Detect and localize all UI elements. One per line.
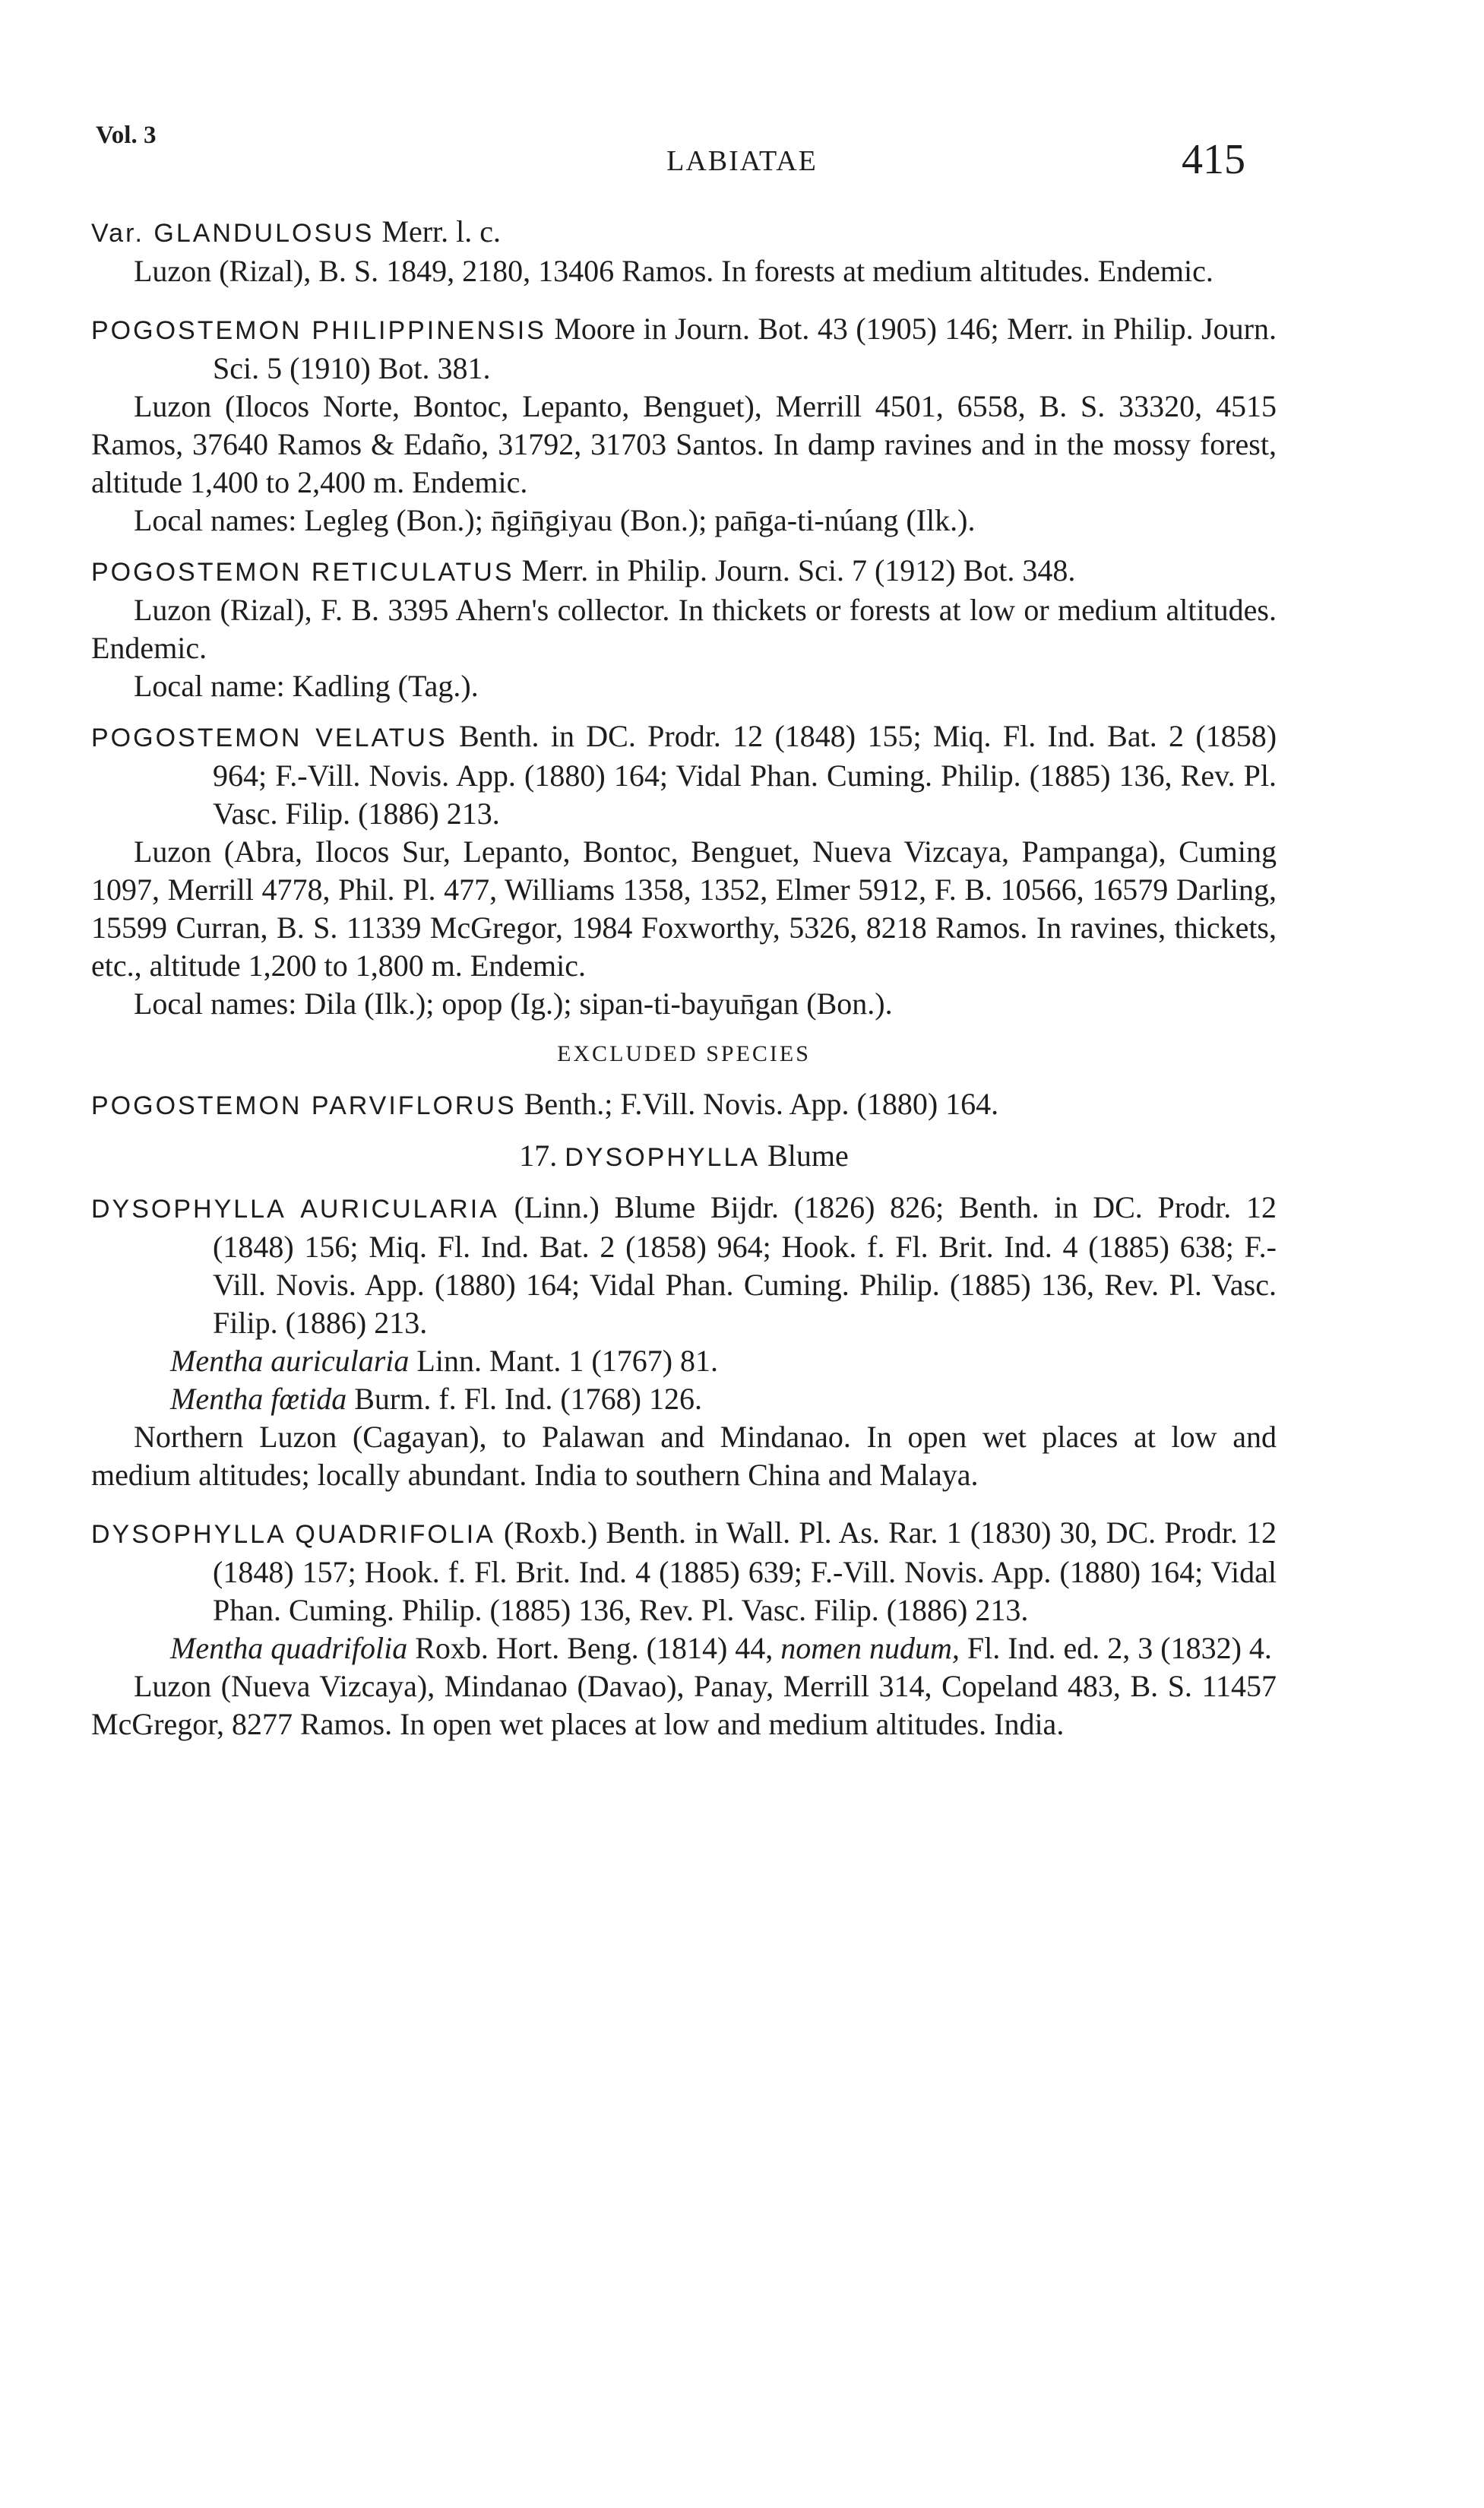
entry-philippinensis-local-names: Local names: Legleg (Bon.); n̄gin̄giyau (Bon.); pan̄ga-ti-núang (Ilk.). xyxy=(134,503,976,537)
entry-velatus-distribution: Luzon (Abra, Ilocos Sur, Lepanto, Bontoc, Benguet, Nueva Vizcaya, Pampanga), Cuming 1097, Merrill 4778, Phil. Pl. 477, Williams 1358, 1352, Elmer 5912, F. B. 10566, 16579 Darling, 15599 Curran, B. S. 11339 McGregor, 1984 Foxworthy, 5326, 8218 Ramos. In ravines, thickets, etc., altitude 1,200 to 1,800 m. Endemic. xyxy=(91,834,1277,983)
entry-glandulosus-distribution: Luzon (Rizal), B. S. 1849, 2180, 13406 Ramos. In forests at medium altitudes. Endemic. xyxy=(134,254,1213,288)
synonym-citation: Burm. f. Fl. Ind. (1768) 126. xyxy=(354,1382,702,1416)
entry-glandulosus-heading xyxy=(91,213,1277,252)
taxon-name: POGOSTEMON PHILIPPINENSIS xyxy=(91,316,546,345)
taxon-name: DYSOPHYLLA QUADRIFOLIA xyxy=(91,1520,495,1549)
genus-author: Blume xyxy=(767,1138,849,1173)
synonym xyxy=(91,1342,1277,1380)
volume-label: Vol. 3 xyxy=(96,122,157,149)
citation: Benth.; F.Vill. Novis. App. (1880) 164. xyxy=(524,1087,999,1121)
taxon-name: POGOSTEMON RETICULATUS xyxy=(91,558,514,587)
entry-philippinensis-heading xyxy=(91,310,1277,388)
synonym-name: Mentha auricularia xyxy=(170,1344,410,1378)
synonym xyxy=(91,1629,1277,1667)
entry-quadrifolia-distribution: Luzon (Nueva Vizcaya), Mindanao (Davao), Panay, Merrill 314, Copeland 483, B. S. 11457 McGregor, 8277 Ramos. In open wet places at low and medium altitudes. India. xyxy=(91,1669,1277,1741)
nomen-nudum: nomen nudum, xyxy=(780,1631,960,1665)
entry-velatus-heading xyxy=(91,717,1277,833)
synonym xyxy=(91,1380,1277,1418)
taxon-name: POGOSTEMON VELATUS xyxy=(91,724,448,752)
citation: (Roxb.) Benth. in Wall. Pl. As. Rar. 1 (1830) 30, DC. Prodr. 12 (1848) 157; Hook. f. Fl. Brit. Ind. 4 (1885) 639; F.-Vill. Novis. App. (1880) 164; Vidal Phan. Cuming. Philip. (1885) 136, Rev. Pl. Vasc. Filip. (1886) 213. xyxy=(213,1515,1277,1627)
genus-heading xyxy=(91,1137,1277,1176)
excluded-species-entry xyxy=(91,1085,1277,1125)
citation: (Linn.) Blume Bijdr. (1826) 826; Benth. in DC. Prodr. 12 (1848) 156; Miq. Fl. Ind. Bat. 2 (1858) 964; Hook. f. Fl. Brit. Ind. 4 (1885) 638; F.-Vill. Novis. App. (1880) 164; Vidal Phan. Cuming. Philip. (1885) 136, Rev. Pl. Vasc. Filip. (1886) 213. xyxy=(213,1190,1277,1340)
citation: Merr. in Philip. Journ. Sci. 7 (1912) Bot. 348. xyxy=(521,553,1076,587)
entry-auricularia-distribution: Northern Luzon (Cagayan), to Palawan and Mindanao. In open wet places at low and medium altitudes; locally abundant. India to southern China and Malaya. xyxy=(91,1420,1277,1492)
entry-quadrifolia-heading xyxy=(91,1514,1277,1629)
entry-velatus-local-names: Local names: Dila (Ilk.); opop (Ig.); sipan-ti-bayun̄gan (Bon.). xyxy=(134,986,893,1021)
citation: Benth. in DC. Prodr. 12 (1848) 155; Miq. Fl. Ind. Bat. 2 (1858) 964; F.-Vill. Novis. App. (1880) 164; Vidal Phan. Cuming. Philip. (1885) 136, Rev. Pl. Vasc. Filip. (1886) 213. xyxy=(213,719,1277,831)
page-body xyxy=(91,213,1277,1743)
entry-reticulatus-local-names: Local name: Kadling (Tag.). xyxy=(134,669,479,703)
page-title: LABIATAE xyxy=(666,145,818,177)
synonym-citation: Linn. Mant. 1 (1767) 81. xyxy=(416,1344,719,1378)
synonym-name: Mentha fœtida xyxy=(170,1382,347,1416)
citation: Moore in Journ. Bot. 43 (1905) 146; Merr. in Philip. Journ. Sci. 5 (1910) Bot. 381. xyxy=(213,312,1277,385)
genus-name: DYSOPHYLLA xyxy=(565,1143,761,1172)
entry-reticulatus-heading xyxy=(91,552,1277,591)
entry-philippinensis-distribution: Luzon (Ilocos Norte, Bontoc, Lepanto, Benguet), Merrill 4501, 6558, B. S. 33320, 4515 Ramos, 37640 Ramos & Edaño, 31792, 31703 Santos. In damp ravines and in the mossy forest, altitude 1,400 to 2,400 m. Endemic. xyxy=(91,389,1277,499)
synonym-citation-2: Fl. Ind. ed. 2, 3 (1832) 4. xyxy=(967,1631,1272,1665)
taxon-name: POGOSTEMON PARVIFLORUS xyxy=(91,1091,517,1120)
genus-number: 17. xyxy=(519,1138,558,1173)
excluded-species-heading: EXCLUDED SPECIES xyxy=(557,1041,811,1066)
taxon-name: DYSOPHYLLA AURICULARIA xyxy=(91,1195,499,1224)
citation: Merr. l. c. xyxy=(381,214,501,249)
synonym-citation: Roxb. Hort. Beng. (1814) 44, xyxy=(415,1631,774,1665)
synonym-name: Mentha quadrifolia xyxy=(170,1631,408,1665)
entry-reticulatus-distribution: Luzon (Rizal), F. B. 3395 Ahern's collector. In thickets or forests at low or medium altitudes. Endemic. xyxy=(91,593,1277,665)
taxon-name: Var. GLANDULOSUS xyxy=(91,219,375,248)
entry-auricularia-heading xyxy=(91,1189,1277,1342)
page-number: 415 xyxy=(1182,136,1245,183)
